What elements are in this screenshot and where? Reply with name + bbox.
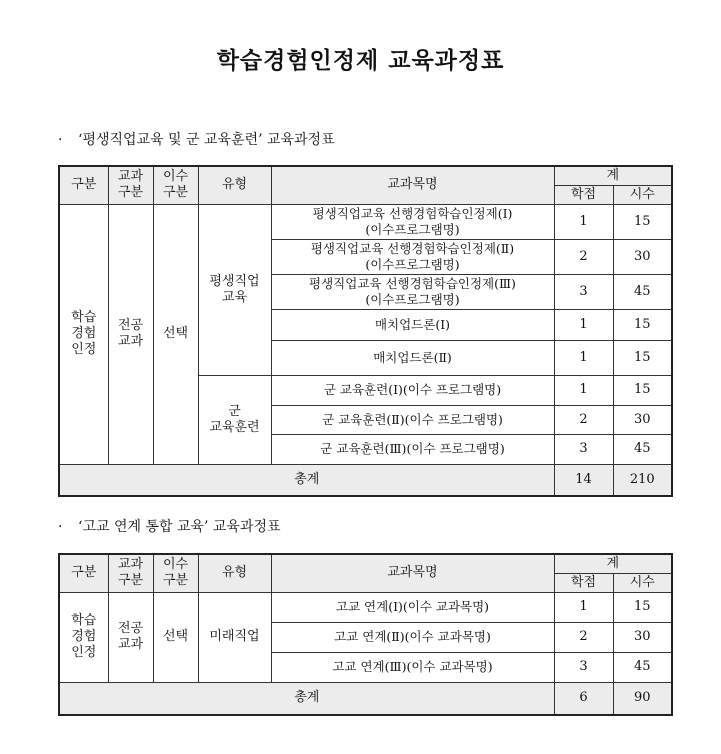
- subject-type-cell: 전공 교과: [108, 592, 153, 682]
- hours-cell: 15: [613, 375, 672, 405]
- total-hours: 210: [613, 464, 672, 496]
- credits-cell: 3: [554, 434, 613, 464]
- header-gubun: 구분: [59, 554, 108, 592]
- bullet: ·: [58, 519, 63, 535]
- header-gubun: 구분: [59, 166, 108, 204]
- category-cell: 학습 경험 인정: [59, 204, 108, 464]
- header-type: 유형: [198, 554, 271, 592]
- total-hours: 90: [613, 682, 672, 715]
- credits-cell: 2: [554, 405, 613, 434]
- header-completion-type: 이수 구분: [153, 554, 198, 592]
- course-name-cell: 고교 연계(Ⅰ)(이수 교과목명): [271, 592, 554, 622]
- completion-cell: 선택: [153, 592, 198, 682]
- header-course-name: 교과목명: [271, 166, 554, 204]
- completion-cell: 선택: [153, 204, 198, 464]
- total-credits: 6: [554, 682, 613, 715]
- hours-cell: 30: [613, 622, 672, 652]
- hours-cell: 45: [613, 652, 672, 682]
- course-name-cell: 매치업드론(Ⅱ): [271, 340, 554, 375]
- total-label: 총계: [59, 464, 554, 496]
- type-cell: 평생직업 교육: [198, 204, 271, 375]
- header-total: 계: [554, 554, 672, 573]
- bullet: ·: [58, 132, 63, 148]
- header-total: 계: [554, 166, 672, 185]
- table-row: [59, 592, 672, 622]
- hours-cell: 30: [613, 239, 672, 274]
- curriculum-table-1: [58, 165, 673, 497]
- header-completion-type: 이수 구분: [153, 166, 198, 204]
- header-credits: 학점: [554, 185, 613, 204]
- course-name-cell: 평생직업교육 선행경험학습인정제(Ⅱ) (이수프로그램명): [271, 239, 554, 274]
- credits-cell: 3: [554, 274, 613, 309]
- total-row: [59, 682, 672, 715]
- header-subject-type: 교과 구분: [108, 554, 153, 592]
- header-hours: 시수: [613, 573, 672, 592]
- credits-cell: 2: [554, 239, 613, 274]
- course-name-cell: 고교 연계(Ⅱ)(이수 교과목명): [271, 622, 554, 652]
- section-heading-1: [58, 129, 335, 149]
- hours-cell: 15: [613, 340, 672, 375]
- course-name-cell: 평생직업교육 선행경험학습인정제(Ⅰ) (이수프로그램명): [271, 204, 554, 239]
- credits-cell: 1: [554, 375, 613, 405]
- credits-cell: 1: [554, 592, 613, 622]
- table-row: [59, 204, 672, 239]
- hours-cell: 45: [613, 274, 672, 309]
- header-type: 유형: [198, 166, 271, 204]
- hours-cell: 15: [613, 204, 672, 239]
- header-course-name: 교과목명: [271, 554, 554, 592]
- hours-cell: 30: [613, 405, 672, 434]
- total-credits: 14: [554, 464, 613, 496]
- credits-cell: 1: [554, 340, 613, 375]
- hours-cell: 45: [613, 434, 672, 464]
- credits-cell: 1: [554, 204, 613, 239]
- header-hours: 시수: [613, 185, 672, 204]
- course-name-cell: 군 교육훈련(Ⅰ)(이수 프로그램명): [271, 375, 554, 405]
- header-credits: 학점: [554, 573, 613, 592]
- section-heading-text: ‘평생직업교육 및 군 교육훈련’ 교육과정표: [78, 132, 335, 148]
- credits-cell: 1: [554, 309, 613, 340]
- course-name-cell: 군 교육훈련(Ⅱ)(이수 프로그램명): [271, 405, 554, 434]
- credits-cell: 2: [554, 622, 613, 652]
- total-label: 총계: [59, 682, 554, 715]
- course-name-cell: 군 교육훈련(Ⅲ)(이수 프로그램명): [271, 434, 554, 464]
- course-name-cell: 고교 연계(Ⅲ)(이수 교과목명): [271, 652, 554, 682]
- section-heading-2: [58, 516, 281, 536]
- course-name-cell: 매치업드론(Ⅰ): [271, 309, 554, 340]
- subject-type-cell: 전공 교과: [108, 204, 153, 464]
- page-title: 학습경험인정제 교육과정표: [216, 48, 505, 74]
- type-cell: 미래직업: [198, 592, 271, 682]
- curriculum-table-2: [58, 553, 673, 716]
- hours-cell: 15: [613, 309, 672, 340]
- section-heading-text: ‘고교 연계 통합 교육’ 교육과정표: [78, 519, 281, 535]
- hours-cell: 15: [613, 592, 672, 622]
- total-row: [59, 464, 672, 496]
- type-cell: 군 교육훈련: [198, 375, 271, 464]
- category-cell: 학습 경험 인정: [59, 592, 108, 682]
- course-name-cell: 평생직업교육 선행경험학습인정제(Ⅲ) (이수프로그램명): [271, 274, 554, 309]
- credits-cell: 3: [554, 652, 613, 682]
- header-subject-type: 교과 구분: [108, 166, 153, 204]
